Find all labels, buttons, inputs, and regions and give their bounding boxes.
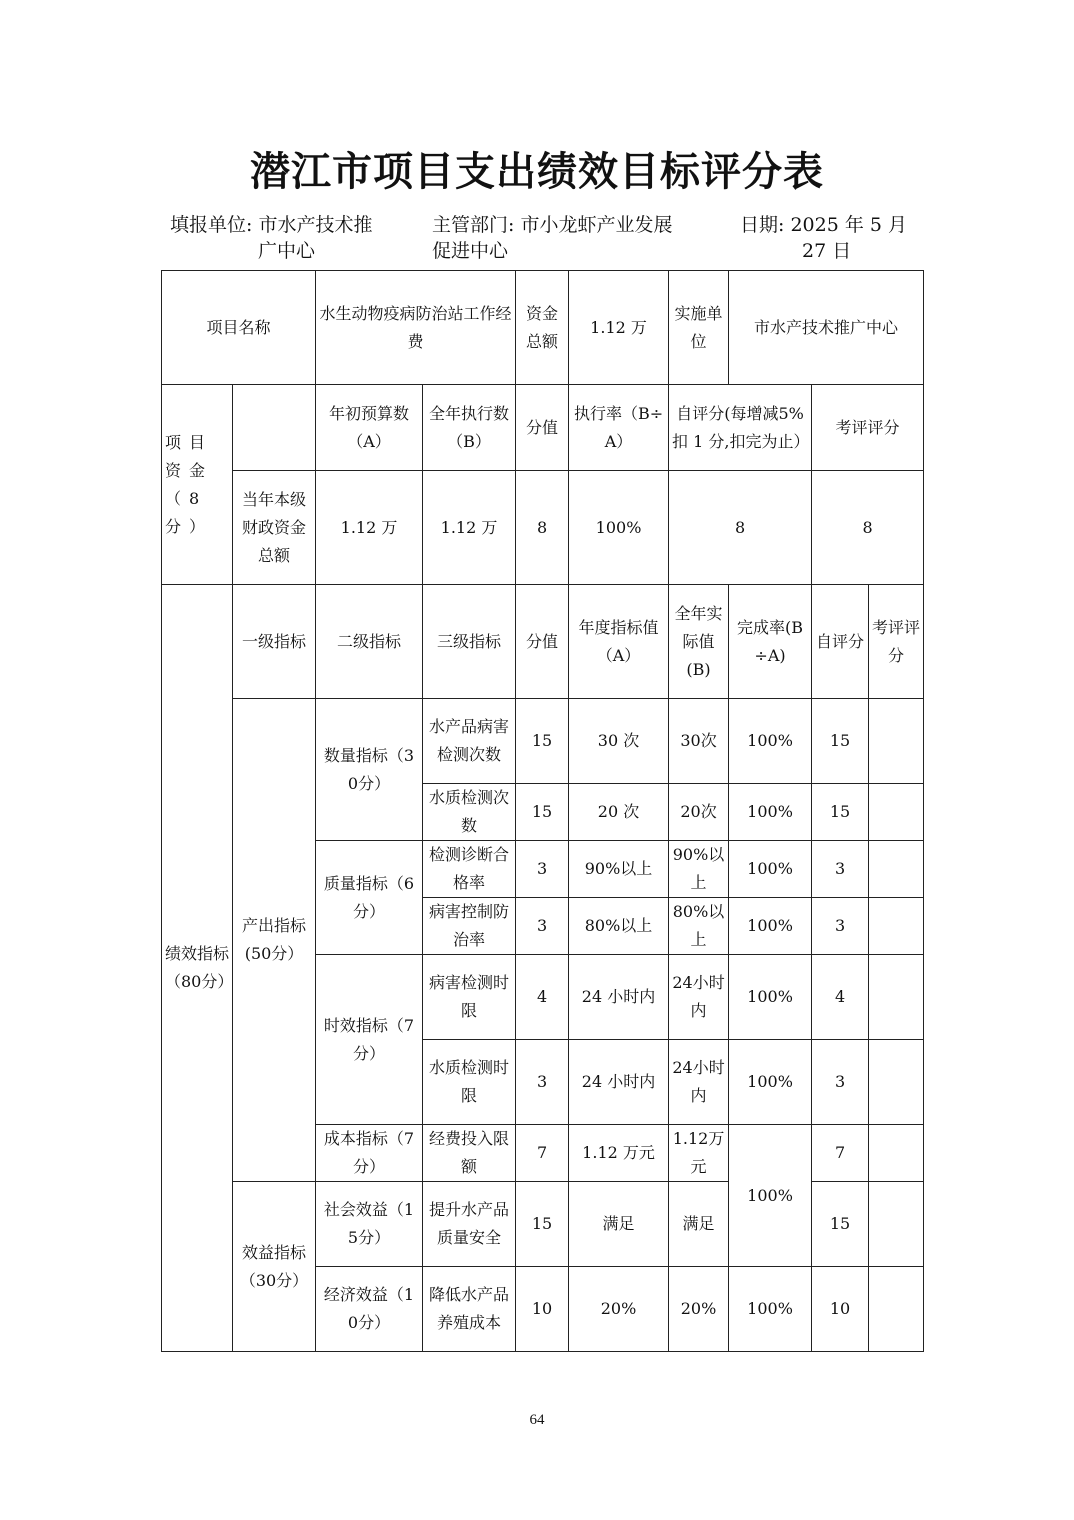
perf-header: 完成率(B÷A) xyxy=(729,585,812,699)
funds-cell: 8 xyxy=(516,471,569,585)
indicator-score: 15 xyxy=(516,699,569,784)
perf-header: 一级指标 xyxy=(233,585,316,699)
indicator-rate: 100% xyxy=(729,699,812,784)
indicator-score: 3 xyxy=(516,1040,569,1125)
indicator-eval-score xyxy=(869,1182,924,1267)
funds-section-label: 项目资金（8分） xyxy=(162,385,233,585)
quantity-group-label: 数量指标（30分） xyxy=(316,699,423,841)
funds-header-row xyxy=(162,385,924,471)
funds-cell: 8 xyxy=(669,471,812,585)
funds-cell: 1.12 万 xyxy=(423,471,516,585)
indicator-eval-score xyxy=(869,1125,924,1182)
indicator-eval-score xyxy=(869,898,924,955)
funds-cell: 1.12 万 xyxy=(316,471,423,585)
perf-header: 三级指标 xyxy=(423,585,516,699)
indicator-target: 90%以上 xyxy=(569,841,669,898)
indicator-row xyxy=(162,699,924,784)
indicator-self-score: 3 xyxy=(812,1040,869,1125)
fill-unit xyxy=(170,212,372,264)
funds-blank-cell xyxy=(233,385,316,471)
project-name-value: 水生动物疫病防治站工作经费 xyxy=(316,271,516,385)
indicator-actual: 30次 xyxy=(669,699,729,784)
indicator-score: 3 xyxy=(516,841,569,898)
funds-cell: 100% xyxy=(569,471,669,585)
indicator-target: 24 小时内 xyxy=(569,955,669,1040)
benefit-indicator-label: 效益指标（30分） xyxy=(233,1182,316,1352)
indicator-score: 15 xyxy=(516,1182,569,1267)
indicator-name: 水质检测次数 xyxy=(423,784,516,841)
indicator-actual: 24小时内 xyxy=(669,955,729,1040)
perf-header: 自评分 xyxy=(812,585,869,699)
perf-header: 全年实际值(B) xyxy=(669,585,729,699)
indicator-eval-score xyxy=(869,955,924,1040)
fund-total-value: 1.12 万 xyxy=(569,271,669,385)
report-date xyxy=(740,212,907,264)
indicator-name: 病害检测时限 xyxy=(423,955,516,1040)
indicator-target: 24 小时内 xyxy=(569,1040,669,1125)
funds-header: 考评评分 xyxy=(812,385,924,471)
indicator-name: 病害控制防治率 xyxy=(423,898,516,955)
fund-total-label: 资金总额 xyxy=(516,271,569,385)
indicator-eval-score xyxy=(869,699,924,784)
indicator-target: 80%以上 xyxy=(569,898,669,955)
economic-group-label: 经济效益（10分） xyxy=(316,1267,423,1352)
social-group-label: 社会效益（15分） xyxy=(316,1182,423,1267)
indicator-rate: 100% xyxy=(729,1267,812,1352)
perf-header: 二级指标 xyxy=(316,585,423,699)
indicator-actual: 24小时内 xyxy=(669,1040,729,1125)
quality-group-label: 质量指标（6分） xyxy=(316,841,423,955)
indicator-name: 提升水产品质量安全 xyxy=(423,1182,516,1267)
funds-cell: 8 xyxy=(812,471,924,585)
indicator-self-score: 15 xyxy=(812,784,869,841)
indicator-name: 水产品病害检测次数 xyxy=(423,699,516,784)
indicator-name: 水质检测时限 xyxy=(423,1040,516,1125)
dept-line2: 促进中心 xyxy=(432,240,509,262)
indicator-self-score: 10 xyxy=(812,1267,869,1352)
funds-header: 执行率（B÷A） xyxy=(569,385,669,471)
indicator-name: 检测诊断合格率 xyxy=(423,841,516,898)
date-line1: 日期: 2025 年 5 月 xyxy=(740,214,908,236)
fill-unit-line1: 填报单位: 市水产技术推 xyxy=(170,214,373,236)
indicator-self-score: 7 xyxy=(812,1125,869,1182)
funds-header: 自评分(每增减5%扣 1 分,扣完为止） xyxy=(669,385,812,471)
indicator-rate: 100% xyxy=(729,841,812,898)
score-table xyxy=(161,270,924,1352)
document-title: 潜江市项目支出绩效目标评分表 xyxy=(250,148,824,195)
performance-section-label: 绩效指标（80分） xyxy=(162,585,233,1352)
project-name-label: 项目名称 xyxy=(162,271,316,385)
dept-line1: 主管部门: 市小龙虾产业发展 xyxy=(432,214,673,236)
indicator-name: 降低水产品养殖成本 xyxy=(423,1267,516,1352)
indicator-rate: 100% xyxy=(729,955,812,1040)
indicator-self-score: 3 xyxy=(812,841,869,898)
indicator-name: 经费投入限额 xyxy=(423,1125,516,1182)
indicator-actual: 90%以上 xyxy=(669,841,729,898)
indicator-eval-score xyxy=(869,1267,924,1352)
funds-header: 年初预算数（A） xyxy=(316,385,423,471)
funds-header: 分值 xyxy=(516,385,569,471)
indicator-score: 3 xyxy=(516,898,569,955)
indicator-target: 20% xyxy=(569,1267,669,1352)
indicator-self-score: 15 xyxy=(812,1182,869,1267)
indicator-actual: 1.12万元 xyxy=(669,1125,729,1182)
indicator-rate: 100% xyxy=(729,1125,812,1267)
indicator-actual: 20% xyxy=(669,1267,729,1352)
indicator-target: 1.12 万元 xyxy=(569,1125,669,1182)
indicator-self-score: 3 xyxy=(812,898,869,955)
indicator-actual: 20次 xyxy=(669,784,729,841)
perf-header: 分值 xyxy=(516,585,569,699)
performance-header-row xyxy=(162,585,924,699)
perf-header: 年度指标值（A） xyxy=(569,585,669,699)
indicator-actual: 80%以上 xyxy=(669,898,729,955)
indicator-target: 20 次 xyxy=(569,784,669,841)
indicator-target: 满足 xyxy=(569,1182,669,1267)
indicator-eval-score xyxy=(869,1040,924,1125)
indicator-target: 30 次 xyxy=(569,699,669,784)
timeliness-group-label: 时效指标（7分） xyxy=(316,955,423,1125)
cost-group-label: 成本指标（7分） xyxy=(316,1125,423,1182)
indicator-score: 7 xyxy=(516,1125,569,1182)
indicator-score: 15 xyxy=(516,784,569,841)
indicator-rate: 100% xyxy=(729,1040,812,1125)
indicator-eval-score xyxy=(869,841,924,898)
indicator-self-score: 15 xyxy=(812,699,869,784)
indicator-score: 4 xyxy=(516,955,569,1040)
supervising-dept xyxy=(432,212,672,264)
indicator-rate: 100% xyxy=(729,784,812,841)
impl-unit-label: 实施单位 xyxy=(669,271,729,385)
funds-row-label: 当年本级财政资金总额 xyxy=(233,471,316,585)
project-info-row xyxy=(162,271,924,385)
page-number: 64 xyxy=(529,1412,545,1428)
output-indicator-label: 产出指标(50分） xyxy=(233,699,316,1182)
fill-unit-line2: 广中心 xyxy=(258,240,316,262)
indicator-actual: 满足 xyxy=(669,1182,729,1267)
funds-header: 全年执行数（B） xyxy=(423,385,516,471)
indicator-eval-score xyxy=(869,784,924,841)
date-line2: 27 日 xyxy=(802,240,852,262)
indicator-score: 10 xyxy=(516,1267,569,1352)
indicator-rate: 100% xyxy=(729,898,812,955)
indicator-self-score: 4 xyxy=(812,955,869,1040)
perf-header: 考评评分 xyxy=(869,585,924,699)
impl-unit-value: 市水产技术推广中心 xyxy=(729,271,924,385)
funds-data-row xyxy=(162,471,924,585)
